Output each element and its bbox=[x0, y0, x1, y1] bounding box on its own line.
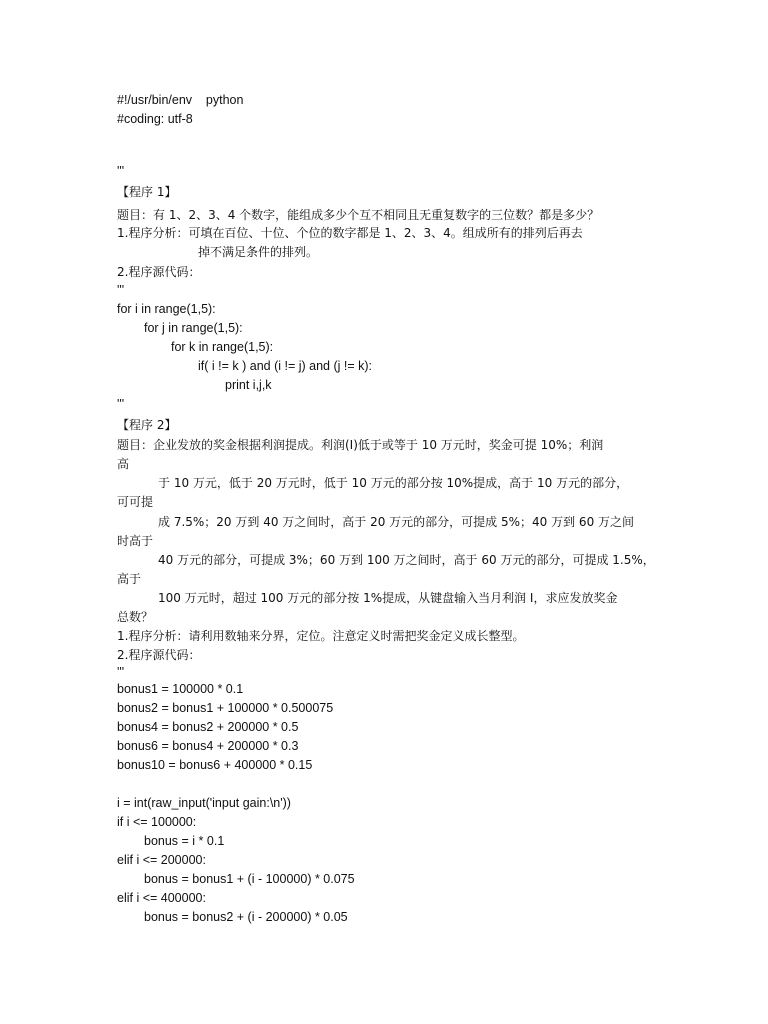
program-2-question-line: 高于 bbox=[117, 572, 142, 586]
docstring-end-quote: ''' bbox=[117, 397, 125, 411]
docstring-open-quote: ''' bbox=[117, 665, 125, 679]
program-2-question-line: 高 bbox=[117, 457, 130, 471]
program-2-title: 【程序 2】 bbox=[117, 418, 177, 432]
code-line: bonus = bonus2 + (i - 200000) * 0.05 bbox=[144, 910, 348, 924]
program-2-analysis: 1.程序分析：请利用数轴来分界，定位。注意定义时需把奖金定义成长整型。 bbox=[117, 629, 525, 643]
code-line: bonus = bonus1 + (i - 100000) * 0.075 bbox=[144, 872, 355, 886]
program-1-source-label: 2.程序源代码： bbox=[117, 265, 201, 279]
code-line: bonus1 = 100000 * 0.1 bbox=[117, 682, 244, 696]
program-2-question-line: 可可提 bbox=[117, 495, 154, 509]
program-2-question-line: 于 10 万元，低于 20 万元时，低于 10 万元的部分按 10%提成，高于 10 万元的部分， bbox=[158, 476, 629, 490]
program-1-title: 【程序 1】 bbox=[117, 185, 177, 199]
docstring-close-quote: ''' bbox=[117, 283, 125, 297]
shebang-line: #!/usr/bin/env python bbox=[117, 93, 244, 107]
code-line: for k in range(1,5): bbox=[171, 340, 274, 354]
program-1-analysis-line-1: 1.程序分析：可填在百位、十位、个位的数字都是 1、2、3、4。组成所有的排列后再去 bbox=[117, 226, 583, 240]
code-line: bonus4 = bonus2 + 200000 * 0.5 bbox=[117, 720, 299, 734]
program-2-source-label: 2.程序源代码： bbox=[117, 648, 201, 662]
program-1-analysis-line-2: 掉不满足条件的排列。 bbox=[198, 245, 319, 259]
code-line: i = int(raw_input('input gain:\n')) bbox=[117, 796, 291, 810]
program-2-question-line: 成 7.5%；20 万到 40 万之间时，高于 20 万元的部分，可提成 5%；40 万到 60 万之间 bbox=[158, 515, 635, 529]
docstring-open-quote: ''' bbox=[117, 164, 125, 178]
program-2-question-line: 总数？ bbox=[117, 610, 154, 624]
program-2-question-line: 40 万元的部分，可提成 3%；60 万到 100 万之间时，高于 60 万元的部分，可提成 1.5%， bbox=[158, 553, 655, 567]
code-line: bonus6 = bonus4 + 200000 * 0.3 bbox=[117, 739, 299, 753]
program-1-question: 题目：有 1、2、3、4 个数字，能组成多少个互不相同且无重复数字的三位数？都是多少？ bbox=[117, 208, 600, 222]
program-2-question-line: 100 万元时，超过 100 万元的部分按 1%提成，从键盘输入当月利润 I，求应发放奖金 bbox=[158, 591, 618, 605]
code-line: if( i != k ) and (i != j) and (j != k): bbox=[198, 359, 373, 373]
code-line: print i,j,k bbox=[225, 378, 272, 392]
code-line: if i <= 100000: bbox=[117, 815, 197, 829]
code-line: for i in range(1,5): bbox=[117, 302, 216, 316]
code-line: bonus2 = bonus1 + 100000 * 0.500075 bbox=[117, 701, 334, 715]
code-line: for j in range(1,5): bbox=[144, 321, 243, 335]
code-line: elif i <= 200000: bbox=[117, 853, 206, 867]
code-line: bonus = i * 0.1 bbox=[144, 834, 225, 848]
coding-line: #coding: utf-8 bbox=[117, 112, 193, 126]
code-line: elif i <= 400000: bbox=[117, 891, 206, 905]
code-line: bonus10 = bonus6 + 400000 * 0.15 bbox=[117, 758, 313, 772]
program-2-question-line: 时高于 bbox=[117, 534, 154, 548]
program-2-question-line: 题目：企业发放的奖金根据利润提成。利润(I)低于或等于 10 万元时，奖金可提 10%；利润 bbox=[117, 438, 604, 452]
